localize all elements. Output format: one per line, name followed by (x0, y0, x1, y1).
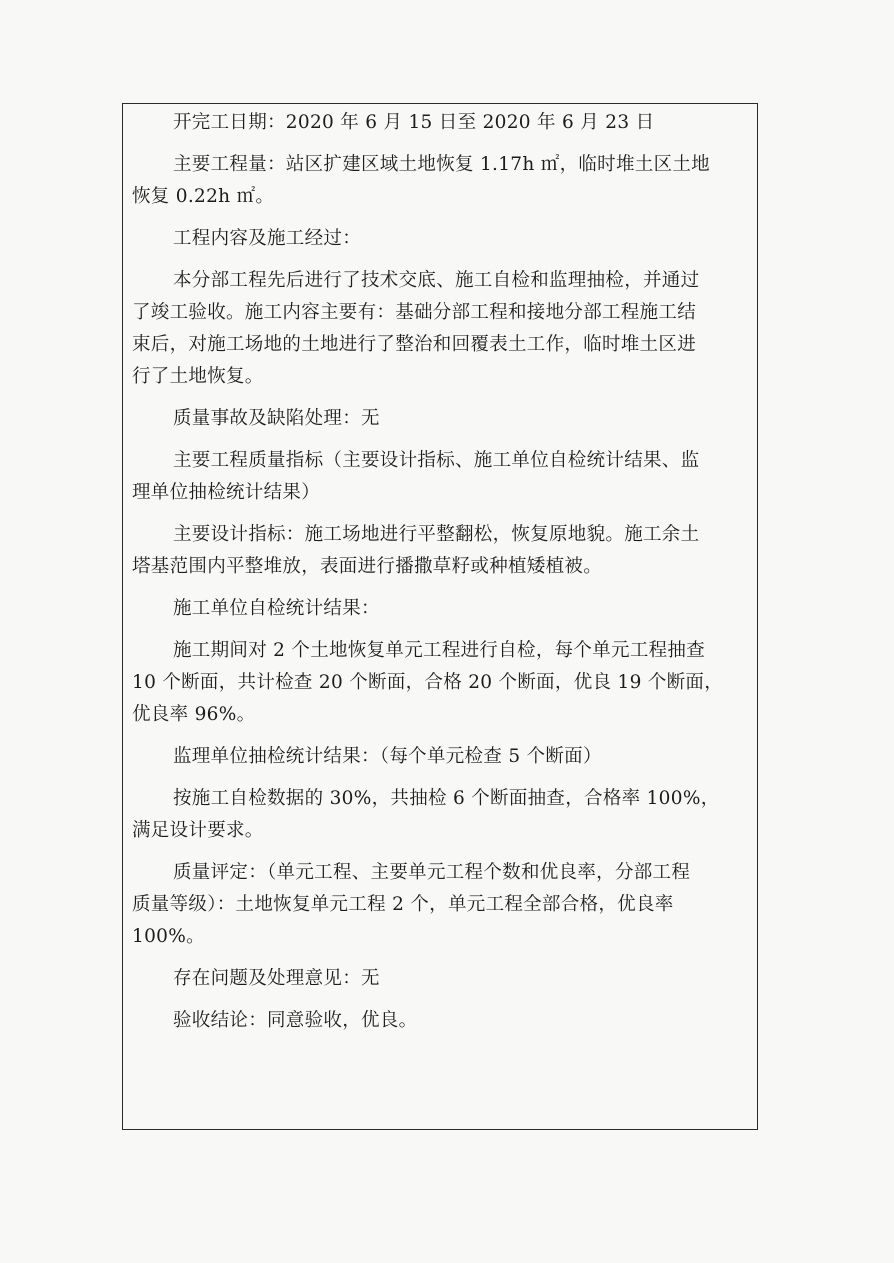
text-line: 满足设计要求。 (132, 820, 264, 841)
text-line: 存在问题及处理意见：无 (173, 968, 380, 989)
text-line: 塔基范围内平整堆放，表面进行播撒草籽或种植矮植被。 (132, 556, 603, 577)
text-line: 质量事故及缺陷处理：无 (173, 408, 380, 429)
text-line: 主要工程量：站区扩建区域土地恢复 1.17h ㎡，临时堆土区土地 (173, 154, 710, 175)
text-line: 质量评定：（单元工程、主要单元工程个数和优良率，分部工程 (173, 862, 691, 883)
text-line: 束后，对施工场地的土地进行了整治和回覆表土工作，临时堆土区进 (132, 334, 697, 355)
text-line: 主要设计指标：施工场地进行平整翻松，恢复原地貌。施工余土 (173, 524, 700, 545)
text-line: 主要工程质量指标（主要设计指标、施工单位自检统计结果、监 (173, 450, 700, 471)
text-line: 施工单位自检统计结果： (173, 598, 380, 619)
text-line: 验收结论：同意验收，优良。 (173, 1010, 418, 1031)
text-line: 10 个断面，共计检查 20 个断面，合格 20 个断面，优良 19 个断面， (132, 672, 724, 693)
text-line: 100%。 (132, 926, 205, 947)
text-line: 行了土地恢复。 (132, 366, 264, 387)
text-line: 优良率 96%。 (132, 704, 256, 725)
text-line: 了竣工验收。施工内容主要有：基础分部工程和接地分部工程施工结 (132, 302, 697, 323)
document-body (132, 107, 752, 1037)
text-line: 理单位抽检统计结果） (132, 482, 321, 503)
text-line: 开完工日期：2020 年 6 月 15 日至 2020 年 6 月 23 日 (173, 112, 655, 133)
text-line: 施工期间对 2 个土地恢复单元工程进行自检，每个单元工程抽查 (173, 640, 706, 661)
text-line: 工程内容及施工经过： (173, 228, 362, 249)
text-line: 本分部工程先后进行了技术交底、施工自检和监理抽检，并通过 (173, 270, 700, 291)
text-line: 监理单位抽检统计结果：（每个单元检查 5 个断面） (173, 746, 602, 767)
text-line: 恢复 0.22h ㎡。 (132, 186, 275, 207)
text-line: 按施工自检数据的 30%，共抽检 6 个断面抽查，合格率 100%， (173, 788, 720, 809)
text-line: 质量等级）：土地恢复单元工程 2 个，单元工程全部合格，优良率 (132, 894, 674, 915)
